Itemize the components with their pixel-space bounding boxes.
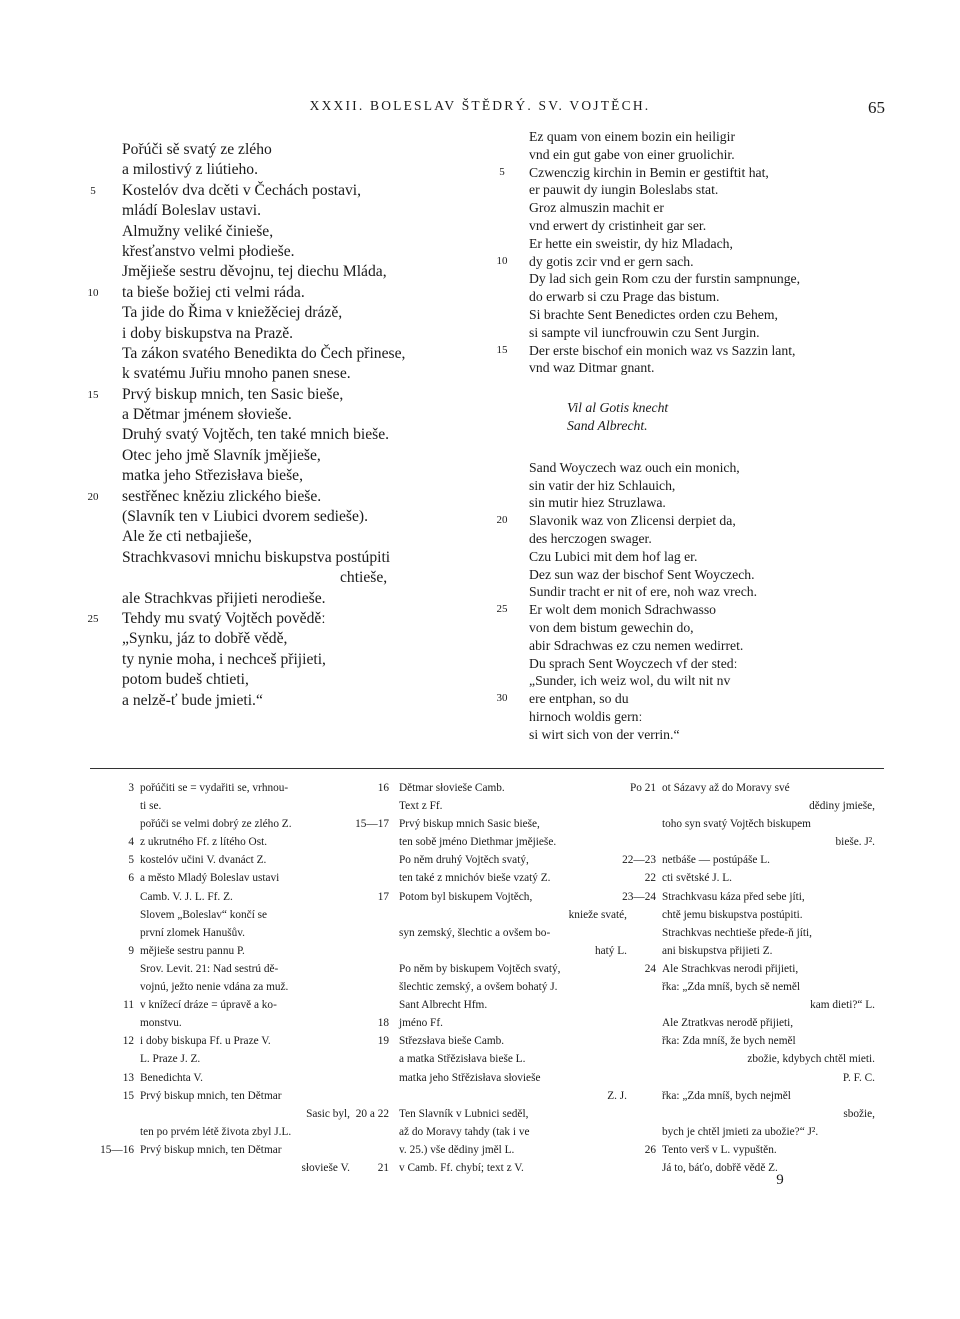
footnote-line <box>88 978 350 996</box>
footnote-text: Strachkvas nechtieše přede-ň jíti, <box>662 926 812 939</box>
verse-line <box>122 242 462 262</box>
footnote-line <box>610 888 875 906</box>
verse-text: potom budeš chtieti, <box>122 671 249 689</box>
footnote-text: řka: „Zda mníš, bych nejměl <box>662 1089 791 1102</box>
line-number: 30 <box>496 692 508 705</box>
footnote-line <box>610 906 875 924</box>
footnote-line <box>610 1050 875 1068</box>
verse-text: ere entphan, so du <box>529 691 629 707</box>
verse-line <box>529 359 889 377</box>
footnote-line <box>88 942 350 960</box>
footnote-line <box>610 1032 875 1050</box>
footnote-text: Text z Ff. <box>399 800 443 813</box>
footnote-text: řka: „Zda mníš, bych sě neměl <box>662 981 801 994</box>
footnote-text: Prvý biskup mnich, ten Dětmar <box>140 1143 282 1156</box>
verse-line <box>122 425 462 445</box>
footnote-text: i doby biskupa Ff. u Praze V. <box>140 1035 271 1048</box>
verse-line <box>529 548 889 566</box>
verse-line <box>122 548 462 568</box>
footnote-text: kam dieti?“ L. <box>810 999 875 1012</box>
verse-line <box>529 324 889 342</box>
italic-heading-line-1: Vil al Gotis knecht <box>567 400 669 416</box>
line-number: 20 <box>87 490 99 503</box>
footnote-line <box>355 1159 627 1177</box>
verse-text: mládí Boleslav ustavi. <box>122 202 262 220</box>
verse-line <box>529 672 889 690</box>
footnote-text: Slovem „Boleslav“ končí se <box>140 908 268 921</box>
footnote-ref: 19 <box>377 1035 389 1048</box>
verse-text: ale Strachkvas přijieti nerodieše. <box>122 589 326 607</box>
footnote-line <box>610 797 875 815</box>
footnote-line <box>88 906 350 924</box>
verse-text: Dy lad sich gein Rom czu der furstin sampnunge, <box>529 271 801 287</box>
verse-text: Si brachte Sent Benedictes orden czu Behem, <box>529 306 778 322</box>
footnote-text: vojnú, ježto nenie vdána za muž. <box>140 981 289 994</box>
footnote-text: první zlomek Hanušův. <box>140 926 245 939</box>
verse-text: von dem bistum gewechin do, <box>529 619 694 635</box>
footnote-text: ten také z mnichóv bieše vzatý Z. <box>399 872 551 885</box>
verse-text: des herczogen swager. <box>529 530 652 546</box>
verse-text: si wirt sich von der verrin.“ <box>529 726 680 742</box>
verse-text: ta bieše božiej cti velmi ráda. <box>122 283 305 301</box>
footnote-text: Prvý biskup mnich Sasic bieše, <box>399 818 540 831</box>
footnote-line <box>610 1141 875 1159</box>
line-number: 5 <box>90 184 96 197</box>
verse-line <box>122 629 462 649</box>
german-verse-block-1 <box>496 128 889 377</box>
footnote-line <box>610 779 875 797</box>
footnote-text: Z. J. <box>607 1089 627 1102</box>
verse-text: Kostelóv dva dcěti v Čechách postavi, <box>122 181 362 199</box>
footnote-ref: 20 a 22 <box>355 1107 389 1120</box>
verse-text: Du sprach Sent Woyczech vf der stedː <box>529 655 738 671</box>
footnote-ref: 5 <box>128 854 134 867</box>
footnote-text: Prvý biskup mnich, ten Dětmar <box>140 1089 282 1102</box>
footnote-line <box>355 1141 627 1159</box>
footnote-line <box>88 1014 350 1032</box>
footnote-line <box>610 815 875 833</box>
footnote-text: a matka Střězisłava bieše L. <box>399 1053 526 1066</box>
footnote-column-1 <box>88 779 350 1177</box>
verse-line <box>529 146 889 164</box>
verse-text: Er hette ein sweistir, dy hiz Mladach, <box>529 235 733 251</box>
footnote-line <box>355 797 627 815</box>
verse-line <box>529 494 889 512</box>
verse-text: Czu Lubici mit dem hof lag er. <box>529 548 698 564</box>
verse-line <box>87 487 462 507</box>
verse-text: Dez sun waz der bischof Sent Woyczech. <box>529 566 755 582</box>
verse-text: Ez quam von einem bozin ein heiligir <box>529 129 736 144</box>
footnote-text: netbáše — postúpáše L. <box>662 854 770 867</box>
verse-line <box>529 199 889 217</box>
german-verse-column <box>496 128 889 744</box>
footnote-text: Camb. V. J. L. Ff. Z. <box>140 890 233 903</box>
verse-text: Groz almuszin machit er <box>529 200 664 216</box>
italic-heading-line-2: Sand Albrecht. <box>567 417 648 433</box>
footnote-line <box>88 815 350 833</box>
verse-text: sin vatir der hiz Schlauich, <box>529 477 676 493</box>
footnote-line <box>610 978 875 996</box>
verse-line <box>529 235 889 253</box>
verse-line <box>122 324 462 344</box>
footnote-line <box>355 1069 627 1087</box>
footnote-line <box>355 815 627 833</box>
footnote-line <box>355 906 627 924</box>
verse-line <box>122 466 462 486</box>
footnote-line <box>610 1014 875 1032</box>
line-number: 15 <box>87 388 99 401</box>
czech-verse-column <box>87 140 462 711</box>
footnote-line <box>355 779 627 797</box>
footnote-line <box>610 1087 875 1105</box>
footnote-ref: 11 <box>123 999 134 1012</box>
footnote-text: ot Sázavy až do Moravy své <box>662 782 790 794</box>
line-number: 25 <box>496 603 508 616</box>
footnote-text: monstvu. <box>140 1017 182 1030</box>
verse-line <box>529 637 889 655</box>
verse-text: Strachkvasovi mnichu biskupstva postúpiti <box>122 548 391 566</box>
verse-line <box>122 222 462 242</box>
footnote-line <box>355 996 627 1014</box>
footnote-ref: 3 <box>128 782 134 794</box>
verse-line <box>529 583 889 601</box>
verse-line <box>529 270 889 288</box>
verse-text: sin mutir hiez Struzlawa. <box>529 495 666 511</box>
footnote-text: ani biskupstva přijieti Z. <box>662 944 773 957</box>
verse-text: sestřěnec kněziu zlického bieše. <box>122 487 322 505</box>
verse-text: Sundir tracht er nit of ere, noh waz vrech. <box>529 584 758 600</box>
footnote-line <box>88 1141 350 1159</box>
footnote-text: řka: Zda mníš, že bych neměl <box>662 1035 796 1048</box>
line-number: 5 <box>499 165 505 178</box>
verse-line <box>529 288 889 306</box>
footnote-text: pořúči se velmi dobrý ze zlého Z. <box>140 818 292 831</box>
verse-text: si sampte vil iuncfrouwin czu Sent Jurgin. <box>529 324 760 340</box>
footnote-text: pořúčiti se = vydařiti se, vrhnou- <box>140 782 289 794</box>
footnote-text: Potom byl biskupem Vojtěch, <box>399 890 533 903</box>
footnote-text: Tento verš v L. vypuštěn. <box>662 1143 777 1156</box>
footnote-line <box>610 942 875 960</box>
footnote-text: bieše. J². <box>835 836 875 849</box>
verse-line <box>122 568 462 588</box>
footnote-text: Ale Strachkvas nerodi přijieti, <box>662 962 799 975</box>
verse-line <box>529 306 889 324</box>
footnote-line <box>610 996 875 1014</box>
verse-text: křesťanstvo velmi płodieše. <box>122 242 295 260</box>
footnote-line <box>355 1014 627 1032</box>
verse-line <box>122 262 462 282</box>
line-number: 10 <box>496 254 508 267</box>
verse-line <box>122 303 462 323</box>
line-number: 25 <box>87 612 99 625</box>
footnote-text: v Camb. Ff. chybí; text z V. <box>399 1161 524 1174</box>
footnote-text: ten sobě jméno Diethmar jmějieše. <box>399 836 557 849</box>
footnote-text: słovieše V. <box>301 1161 350 1174</box>
footnote-line <box>88 1050 350 1068</box>
verse-line <box>496 253 889 271</box>
verse-line <box>529 566 889 584</box>
footnote-text: zbožie, kdybych chtěl mieti. <box>747 1053 875 1066</box>
verse-text: abir Sdrachwas ez czu nemen wedirret. <box>529 637 744 653</box>
verse-text: Druhý svatý Vojtěch, ten také mnich bieše. <box>122 426 390 444</box>
footnote-ref: 4 <box>128 836 134 849</box>
footnote-column-3 <box>610 779 875 1177</box>
footnote-text: z ukrutného Ff. z lítého Ost. <box>140 836 268 849</box>
verse-line <box>122 670 462 690</box>
footnote-line <box>88 1159 350 1177</box>
footnote-text: ten po prvém létě života zbyl J.L. <box>140 1125 292 1138</box>
verse-line <box>122 527 462 547</box>
verse-text: Otec jeho jmě Slavník jmějieše, <box>122 446 321 464</box>
verse-text: Almužny veliké činieše, <box>122 222 274 240</box>
footnote-separator <box>90 768 884 770</box>
footnote-line <box>88 1087 350 1105</box>
footnote-line <box>355 1123 627 1141</box>
footnote-line <box>88 888 350 906</box>
verse-line <box>529 217 889 235</box>
footnote-ref: Po 21 <box>629 782 656 794</box>
footnote-line <box>88 1069 350 1087</box>
footnote-line <box>610 960 875 978</box>
footnote-text: Srov. Levit. 21: Nad sestrú dě- <box>140 962 279 975</box>
footnote-line <box>88 833 350 851</box>
verse-text: a milostivý z liútieho. <box>122 161 258 179</box>
verse-line <box>496 690 889 708</box>
footnote-line <box>610 1105 875 1123</box>
footnote-line <box>355 1032 627 1050</box>
verse-line <box>529 477 889 495</box>
footnote-line <box>355 833 627 851</box>
footnote-text: Po něm by biskupem Vojtěch svatý, <box>399 962 561 975</box>
footnote-line <box>88 996 350 1014</box>
footnote-line <box>610 1069 875 1087</box>
verse-text: Czwenczig kirchin in Bemin er gestiftit hat, <box>529 164 769 180</box>
footnote-text: jméno Ff. <box>399 1017 443 1030</box>
verse-text: „Sunder, ich weiz wol, du wilt nit nv <box>529 673 731 689</box>
verse-text: dy gotis zcir vnd er gern sach. <box>529 253 694 269</box>
footnote-ref: 26 <box>644 1143 656 1156</box>
footnote-line <box>610 1123 875 1141</box>
page-header <box>0 98 960 122</box>
line-number: 20 <box>496 514 508 527</box>
verse-text: Slavonik waz von Zlicensi derpiet da, <box>529 513 736 529</box>
verse-text: hirnoch woldis gernː <box>529 708 643 724</box>
verse-text: a Dětmar jménem słovieše. <box>122 406 292 424</box>
footnote-text: Já to, báťo, dobřě vědě Z. <box>662 1161 778 1174</box>
verse-text: do erwarb si czu Prage das bistum. <box>529 289 720 305</box>
footnote-line <box>610 851 875 869</box>
footnote-ref: 17 <box>377 890 389 903</box>
verse-line <box>87 385 462 405</box>
verse-line <box>122 201 462 221</box>
footnote-text: Ten Slavník v Lubnici seděl, <box>399 1107 529 1120</box>
verse-text: i doby biskupstva na Prazě. <box>122 324 294 342</box>
footnote-line <box>610 833 875 851</box>
verse-text: Ale že cti netbajieše, <box>122 528 252 546</box>
footnote-line <box>610 924 875 942</box>
footnote-line <box>88 924 350 942</box>
footnote-ref: 15 <box>122 1089 134 1102</box>
footnote-ref: 13 <box>122 1071 134 1084</box>
footnote-ref: 22—23 <box>622 854 656 867</box>
footnote-text: Dětmar słovieše Camb. <box>399 782 505 794</box>
footnote-text: ti se. <box>140 800 162 813</box>
running-head: XXXII. BOLESLAV ŠTĚDRÝ. SV. VOJTĚCH. <box>309 98 651 113</box>
verse-line <box>529 726 889 744</box>
footnote-text: knieže svaté, <box>568 908 627 921</box>
footnote-line <box>88 797 350 815</box>
footnote-text: Benedichta V. <box>140 1071 203 1084</box>
verse-line <box>122 364 462 384</box>
footnote-ref: 16 <box>377 782 389 794</box>
verse-line <box>87 609 462 629</box>
footnote-line <box>88 1105 350 1123</box>
footnote-ref: 23—24 <box>622 890 656 903</box>
verse-line <box>122 405 462 425</box>
verse-line <box>529 655 889 673</box>
footnote-ref: 24 <box>644 962 656 975</box>
footnote-text: sbožie, <box>843 1107 875 1120</box>
footnote-text: cti světské J. L. <box>662 872 732 885</box>
verse-line <box>529 459 889 477</box>
footnote-text: matka jeho Střězisłava słovieše <box>399 1071 541 1084</box>
footnote-ref: 15—16 <box>100 1143 134 1156</box>
footnote-line <box>355 869 627 887</box>
page-number: 65 <box>868 98 885 117</box>
footnote-line <box>355 1087 627 1105</box>
verse-text: k svatému Juřiu mnoho panen snese. <box>122 365 351 383</box>
verse-text: chtieše, <box>340 569 388 587</box>
verse-line <box>499 164 889 182</box>
verse-line <box>122 691 462 711</box>
verse-line <box>90 181 462 201</box>
verse-line <box>496 601 889 619</box>
footnote-text: Sant Albrecht Hfm. <box>399 999 488 1012</box>
verse-line <box>496 512 889 530</box>
footnote-line <box>355 978 627 996</box>
verse-line <box>496 342 889 360</box>
verse-text: „Synku, jáz to dobřě vědě, <box>122 630 288 648</box>
verse-line <box>122 446 462 466</box>
footnote-text: mějieše sestru pannu P. <box>140 944 245 957</box>
footnote-column-2 <box>355 779 627 1177</box>
verse-line <box>122 140 462 160</box>
footnote-text: L. Praze J. Z. <box>140 1053 201 1066</box>
verse-line <box>122 507 462 527</box>
footnote-ref: 18 <box>377 1017 389 1030</box>
verse-text: ty nynie moha, i nechceš přijieti, <box>122 650 326 668</box>
verse-line <box>529 181 889 199</box>
footnote-line <box>355 942 627 960</box>
verse-text: er pauwit dy iungin Boleslabs stat. <box>529 182 719 198</box>
verse-line <box>87 283 462 303</box>
german-verse-block-2 <box>496 459 889 744</box>
footnote-text: kostelóv učini V. dvanáct Z. <box>140 854 267 867</box>
verse-text: vnd erwert dy cristinheit gar ser. <box>529 217 707 233</box>
footnote-line <box>88 869 350 887</box>
footnote-text: hatý L. <box>595 944 627 957</box>
footnote-ref: 22 <box>644 872 656 885</box>
verse-text: Pořúči sě svatý ze zlého <box>122 141 272 158</box>
footnote-text: P. F. C. <box>842 1071 875 1084</box>
line-number: 10 <box>87 286 99 299</box>
footnote-text: Ale Ztratkvas nerodě přijieti, <box>662 1017 794 1030</box>
footnote-text: Střezsłava bieše Camb. <box>399 1035 505 1048</box>
verse-text: Er wolt dem monich Sdrachwasso <box>529 602 717 618</box>
footnote-line <box>610 869 875 887</box>
footnote-line <box>355 924 627 942</box>
verse-text: Jmějieše sestru děvojnu, tej diechu Mláda, <box>122 263 387 281</box>
verse-line <box>122 589 462 609</box>
verse-text: Sand Woyczech waz ouch ein monich, <box>529 459 740 475</box>
verse-text: vnd ein gut gabe von einer gruolichir. <box>529 146 735 162</box>
footnote-text: dědiny jmieše, <box>809 800 875 813</box>
footnote-text: chtě jemu biskupstva postúpiti. <box>662 908 803 921</box>
footnote-line <box>355 1050 627 1068</box>
footnote-line <box>355 851 627 869</box>
verse-text: Ta zákon svatého Benedikta do Čech přinese, <box>122 344 406 362</box>
verse-line <box>122 650 462 670</box>
verse-line <box>122 344 462 364</box>
footnote-ref: 21 <box>377 1161 389 1174</box>
footnote-line <box>610 1159 875 1177</box>
footnote-line <box>88 1032 350 1050</box>
footnote-text: až do Moravy tahdy (tak i ve <box>399 1125 530 1138</box>
footnote-line <box>355 1105 627 1123</box>
line-number: 15 <box>496 343 508 356</box>
footnote-ref: 12 <box>122 1035 134 1048</box>
footnote-text: syn zemský, šlechtic a ovšem bo- <box>399 926 551 939</box>
footnote-text: v. 25.) vše dědiny jměl L. <box>399 1143 515 1156</box>
footnote-line <box>88 1123 350 1141</box>
footnote-text: bych je chtěl jmieti za ubožie?“ J². <box>662 1125 819 1138</box>
verse-text: (Slavník ten v Liubici dvorem sedieše). <box>122 508 368 526</box>
verse-text: Der erste bischof ein monich waz vs Sazzin lant, <box>529 342 796 358</box>
footnote-line <box>88 851 350 869</box>
footnote-ref: 6 <box>128 872 134 885</box>
footnote-text: Sasic byl, <box>306 1107 350 1120</box>
footnote-line <box>88 779 350 797</box>
verse-text: matka jeho Střezisłava bieše, <box>122 467 303 485</box>
verse-text: a nelzě-ť bude jmieti.“ <box>122 691 263 709</box>
footnote-line <box>355 960 627 978</box>
footnote-ref: 15—17 <box>355 818 389 831</box>
footnote-line <box>88 960 350 978</box>
verse-line <box>529 128 889 146</box>
footnote-text: Strachkvasu káza před sebe jíti, <box>662 890 805 903</box>
verse-text: Ta jide do Řima v kniežěciej drázě, <box>122 304 343 322</box>
verse-text: Tehdy mu svatý Vojtěch pověděː <box>122 609 326 627</box>
verse-line <box>529 530 889 548</box>
footnote-text: šlechtic zemský, a ovšem bohatý J. <box>399 981 558 994</box>
footnote-text: v knížecí dráze = úpravě a ko- <box>140 999 277 1012</box>
footnote-ref: 9 <box>128 944 134 957</box>
footnote-line <box>355 888 627 906</box>
footnote-text: toho syn svatý Vojtěch biskupem <box>662 818 811 831</box>
verse-text: vnd waz Ditmar gnant. <box>529 360 655 376</box>
footnote-text: Po něm druhý Vojtěch svatý, <box>399 854 529 867</box>
signature-mark: 9 <box>776 1172 784 1188</box>
footnote-text: a město Mladý Boleslav ustavi <box>140 872 280 885</box>
verse-line <box>529 619 889 637</box>
verse-line <box>122 160 462 180</box>
verse-line <box>529 708 889 726</box>
verse-text: Prvý biskup mnich, ten Sasic bieše, <box>122 385 344 403</box>
